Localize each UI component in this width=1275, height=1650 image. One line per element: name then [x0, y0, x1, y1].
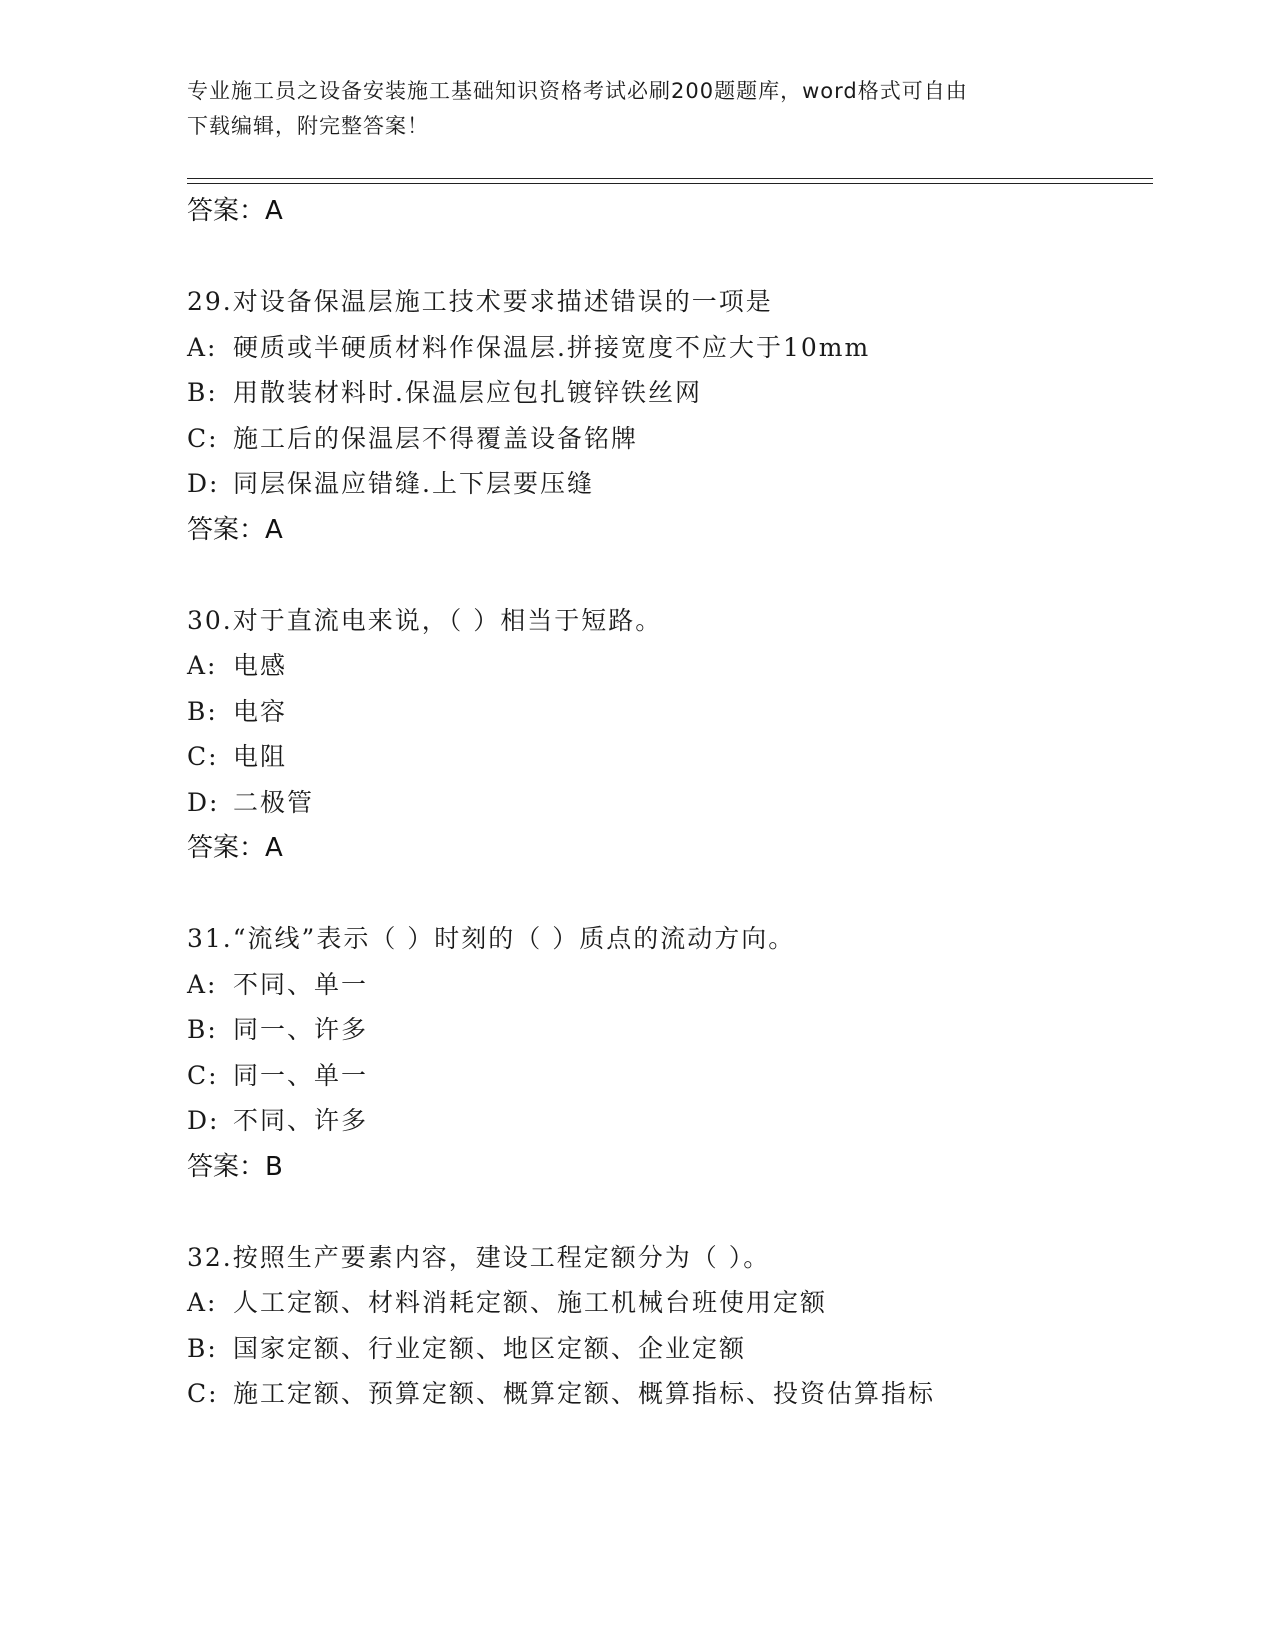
- option-label: B:: [187, 1333, 218, 1363]
- question-block: [187, 916, 1147, 1190]
- document-body: [187, 188, 1147, 1417]
- option-label: D:: [187, 1106, 220, 1135]
- option-text: 人工定额、材料消耗定额、施工机械台班使用定额: [233, 1288, 828, 1317]
- question-block: [187, 1235, 1147, 1417]
- header-rule-top: [187, 178, 1153, 179]
- question-block: [187, 598, 1147, 872]
- option-text: 国家定额、行业定额、地区定额、企业定额: [233, 1333, 747, 1363]
- header-rule-bottom: [187, 183, 1153, 184]
- option-a: [187, 325, 1147, 371]
- option-c: [187, 734, 1147, 780]
- option-d: [187, 461, 1147, 507]
- question-block: [187, 279, 1147, 553]
- option-a: [187, 1280, 1147, 1326]
- option-label: B:: [187, 1015, 218, 1044]
- option-d: [187, 780, 1147, 826]
- option-text: 二极管: [233, 787, 315, 817]
- spacer: [187, 553, 1147, 598]
- question-stem: 29.对设备保温层施工技术要求描述错误的一项是: [187, 287, 773, 316]
- option-b: [187, 1326, 1147, 1372]
- option-d: [187, 1098, 1147, 1144]
- option-label: A:: [187, 651, 218, 680]
- option-label: C:: [187, 423, 219, 453]
- option-text: 施工后的保温层不得覆盖设备铭牌: [233, 423, 639, 453]
- option-label: C:: [187, 742, 219, 771]
- option-label: A:: [187, 1288, 218, 1317]
- option-a: [187, 643, 1147, 689]
- question-stem: 32.按照生产要素内容，建设工程定额分为（ ）。: [187, 1242, 771, 1272]
- option-label: B:: [187, 696, 218, 726]
- spacer: [187, 871, 1147, 916]
- option-b: [187, 689, 1147, 735]
- spacer: [187, 1190, 1147, 1235]
- option-text: 同层保温应错缝.上下层要压缝: [233, 469, 594, 498]
- option-label: B:: [187, 378, 218, 407]
- question-stem: 30.对于直流电来说，（ ）相当于短路。: [187, 605, 663, 635]
- option-text: 施工定额、预算定额、概算定额、概算指标、投资估算指标: [233, 1379, 936, 1408]
- option-label: A:: [187, 332, 218, 362]
- header-line-1: 专业施工员之设备安装施工基础知识资格考试必刷200题题库，word格式可自由: [187, 79, 968, 103]
- option-text: 电容: [233, 696, 288, 726]
- answer-line: 答案：A: [187, 514, 283, 545]
- answer-line: 答案：A: [187, 833, 283, 863]
- document-header: [187, 74, 1067, 144]
- option-label: D:: [187, 787, 220, 817]
- option-text: 用散装材料时.保温层应包扎镀锌铁丝网: [233, 378, 702, 407]
- option-b: [187, 370, 1147, 416]
- question-stem: 31.“流线”表示（ ）时刻的（ ）质点的流动方向。: [187, 924, 796, 953]
- option-label: D:: [187, 469, 220, 498]
- option-label: C:: [187, 1060, 219, 1090]
- option-text: 硬质或半硬质材料作保温层.拼接宽度不应大于10mm: [233, 332, 871, 362]
- spacer: [187, 234, 1147, 279]
- option-b: [187, 1007, 1147, 1053]
- option-label: C:: [187, 1379, 219, 1408]
- option-a: [187, 962, 1147, 1008]
- option-text: 不同、许多: [233, 1106, 369, 1135]
- option-c: [187, 1371, 1147, 1417]
- option-text: 同一、单一: [233, 1060, 369, 1090]
- option-label: A:: [187, 969, 218, 999]
- option-c: [187, 416, 1147, 462]
- header-line-2: 下载编辑，附完整答案！: [187, 114, 429, 138]
- option-c: [187, 1053, 1147, 1099]
- option-text: 电感: [233, 651, 288, 680]
- option-text: 同一、许多: [233, 1015, 369, 1044]
- option-text: 不同、单一: [233, 969, 369, 999]
- option-text: 电阻: [233, 742, 288, 771]
- answer-line: 答案：B: [187, 1151, 283, 1182]
- answer-line: 答案：A: [187, 196, 283, 226]
